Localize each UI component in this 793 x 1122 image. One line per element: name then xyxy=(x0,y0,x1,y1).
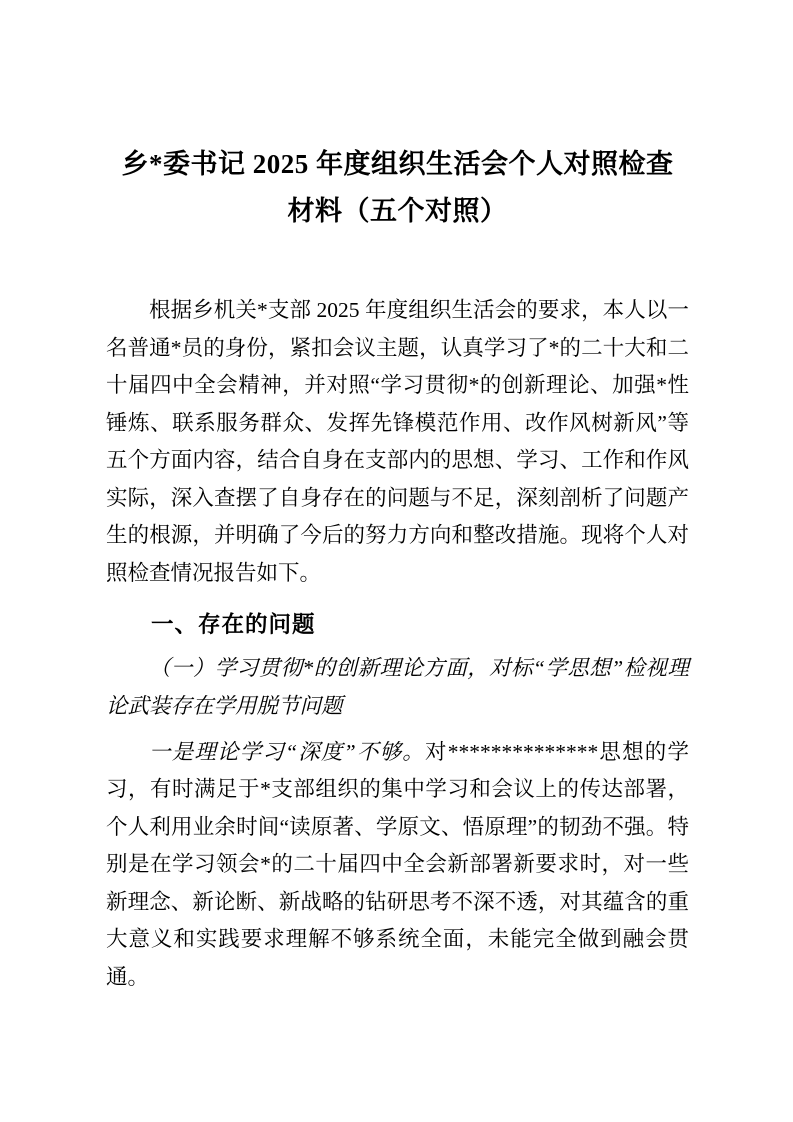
document-title xyxy=(106,141,689,235)
item-1-body-text: 对**************思想的学习，有时满足于*支部组织的集中学习和会议上的传达部署，个人利用业余时间“读原著、学原文、悟原理”的韧劲不强。特别是在学习领会*的二十届四中全会新部署新要求时，对一些新理念、新论断、新战略的钻研思考不深不透，对其蕴含的重大意义和实践要求理解不够系统全面，未能完全做到融会贯通。 xyxy=(106,739,689,989)
item-1-lead-text: 一是理论学习“深度”不够。 xyxy=(149,739,425,764)
item-1-paragraph xyxy=(106,734,689,997)
document-title-line-2: 材料（五个对照） xyxy=(287,196,508,226)
subsection-1-heading: （一）学习贯彻*的创新理论方面，对标“学思想”检视理论武装存在学用脱节问题 xyxy=(106,655,689,718)
intro-paragraph: 根据乡机关*支部 2025 年度组织生活会的要求，本人以一名普通*员的身份，紧扣会议主题，认真学习了*的二十大和二十届四中全会精神，并对照“学习贯彻*的创新理论、加强*性锤炼、联系服务群众、发挥先锋模范作用、改作风树新风”等五个方面内容，结合自身在支部内的思想、学习、工作和作风实际，深入查摆了自身存在的问题与不足，深刻剖析了问题产生的根源，并明确了今后的努力方向和整改措施。现将个人对照检查情况报告如下。 xyxy=(106,298,689,585)
document-title-line-1: 乡*委书记 2025 年度组织生活会个人对照检查 xyxy=(121,149,674,179)
section-1-heading: 一、存在的问题 xyxy=(151,612,316,637)
